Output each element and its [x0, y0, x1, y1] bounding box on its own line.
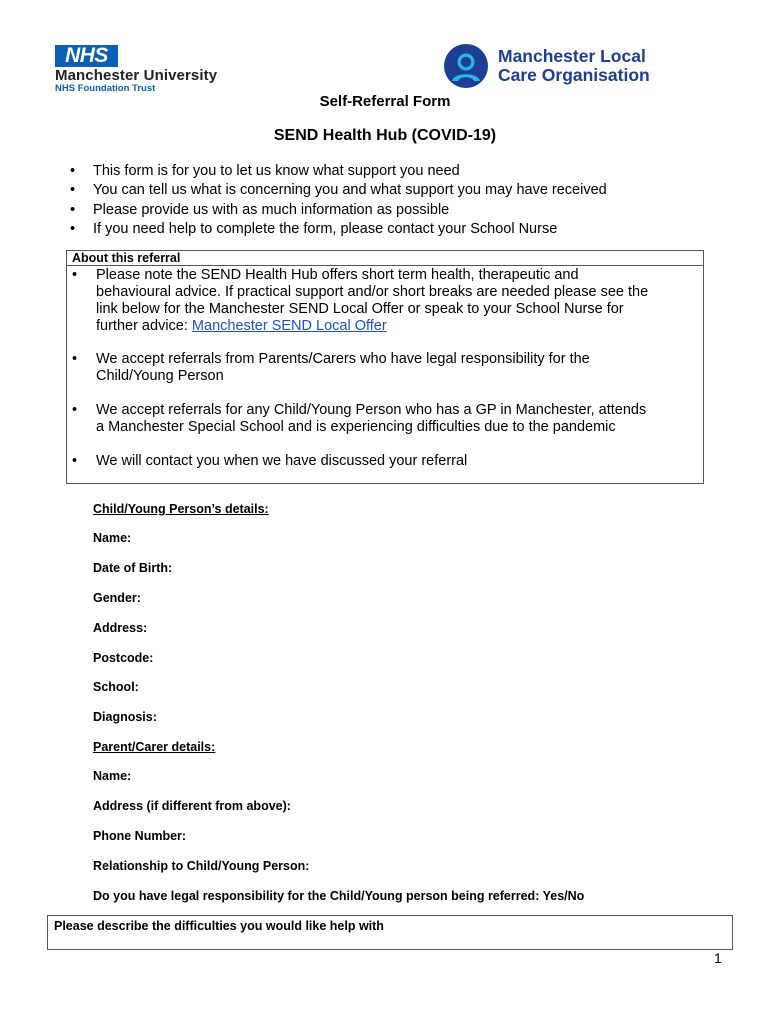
- parent-details-heading: Parent/Carer details:: [93, 740, 216, 754]
- legal-responsibility-question: Do you have legal responsibility for the Child/Young person being referred: Yes/No: [93, 889, 585, 903]
- difficulties-box: [47, 915, 733, 950]
- local-offer-link[interactable]: Manchester SEND Local Offer: [191, 318, 387, 334]
- intro-bullet: • This form is for you to let us know what support you need: [70, 163, 460, 179]
- intro-bullet-list: [70, 162, 607, 239]
- mlco-name-line2: Care Organisation: [498, 65, 650, 85]
- difficulties-label: Please describe the difficulties you would like help with: [54, 919, 384, 933]
- intro-bullet: • You can tell us what is concerning you and what support you may have received: [70, 182, 607, 199]
- nhs-logo: NHS: [55, 45, 118, 67]
- nhs-trust-name: NHS Foundation Trust: [55, 83, 156, 94]
- child-address-label: Address:: [93, 621, 148, 635]
- child-gender-label: Gender:: [93, 591, 141, 605]
- page-number: 1: [714, 950, 722, 966]
- child-name-label: Name:: [93, 531, 132, 545]
- mlco-name-line1: Manchester Local: [498, 46, 646, 66]
- child-dob-label: Date of Birth:: [93, 561, 173, 575]
- intro-bullet: • If you need help to complete the form, please contact your School Nurse: [70, 220, 558, 237]
- parent-address-label: Address (if different from above):: [93, 799, 291, 813]
- form-subtitle: SEND Health Hub (COVID-19): [273, 127, 497, 144]
- about-item-who-can-refer: • We accept referrals from Parents/Carers who have legal responsibility for the Child/Young Person: [72, 351, 590, 384]
- child-details-heading: Child/Young Person’s details:: [93, 502, 269, 516]
- intro-bullet: • Please provide us with as much information as possible: [70, 201, 450, 218]
- about-item-eligibility: • We accept referrals for any Child/Young Person who has a GP in Manchester, attends a Manchester Special School and is experiencing difficulties due to the pandemic: [72, 402, 647, 435]
- mlco-person-logo-icon: [443, 43, 489, 89]
- parent-relationship-label: Relationship to Child/Young Person:: [93, 859, 310, 873]
- form-title: Self-Referral Form: [319, 93, 451, 110]
- child-school-label: School:: [93, 680, 139, 694]
- about-item-contact: • We will contact you when we have discussed your referral: [72, 453, 468, 469]
- about-item-hub-scope: • Please note the SEND Health Hub offers short term health, therapeutic and behavioural advice. If practical support and/or short breaks are needed please see the link below for the Manchester SEND Local Offer or speak to your School Nurse for further advice: Manchester SEND Local Offer: [72, 267, 649, 334]
- child-postcode-label: Postcode:: [93, 651, 154, 665]
- nhs-org-name: Manchester University: [55, 67, 218, 84]
- parent-phone-label: Phone Number:: [93, 829, 187, 843]
- parent-name-label: Name:: [93, 769, 132, 783]
- about-referral-heading: About this referral: [66, 250, 704, 266]
- child-diagnosis-label: Diagnosis:: [93, 710, 157, 724]
- mlco-org-name: [498, 47, 650, 85]
